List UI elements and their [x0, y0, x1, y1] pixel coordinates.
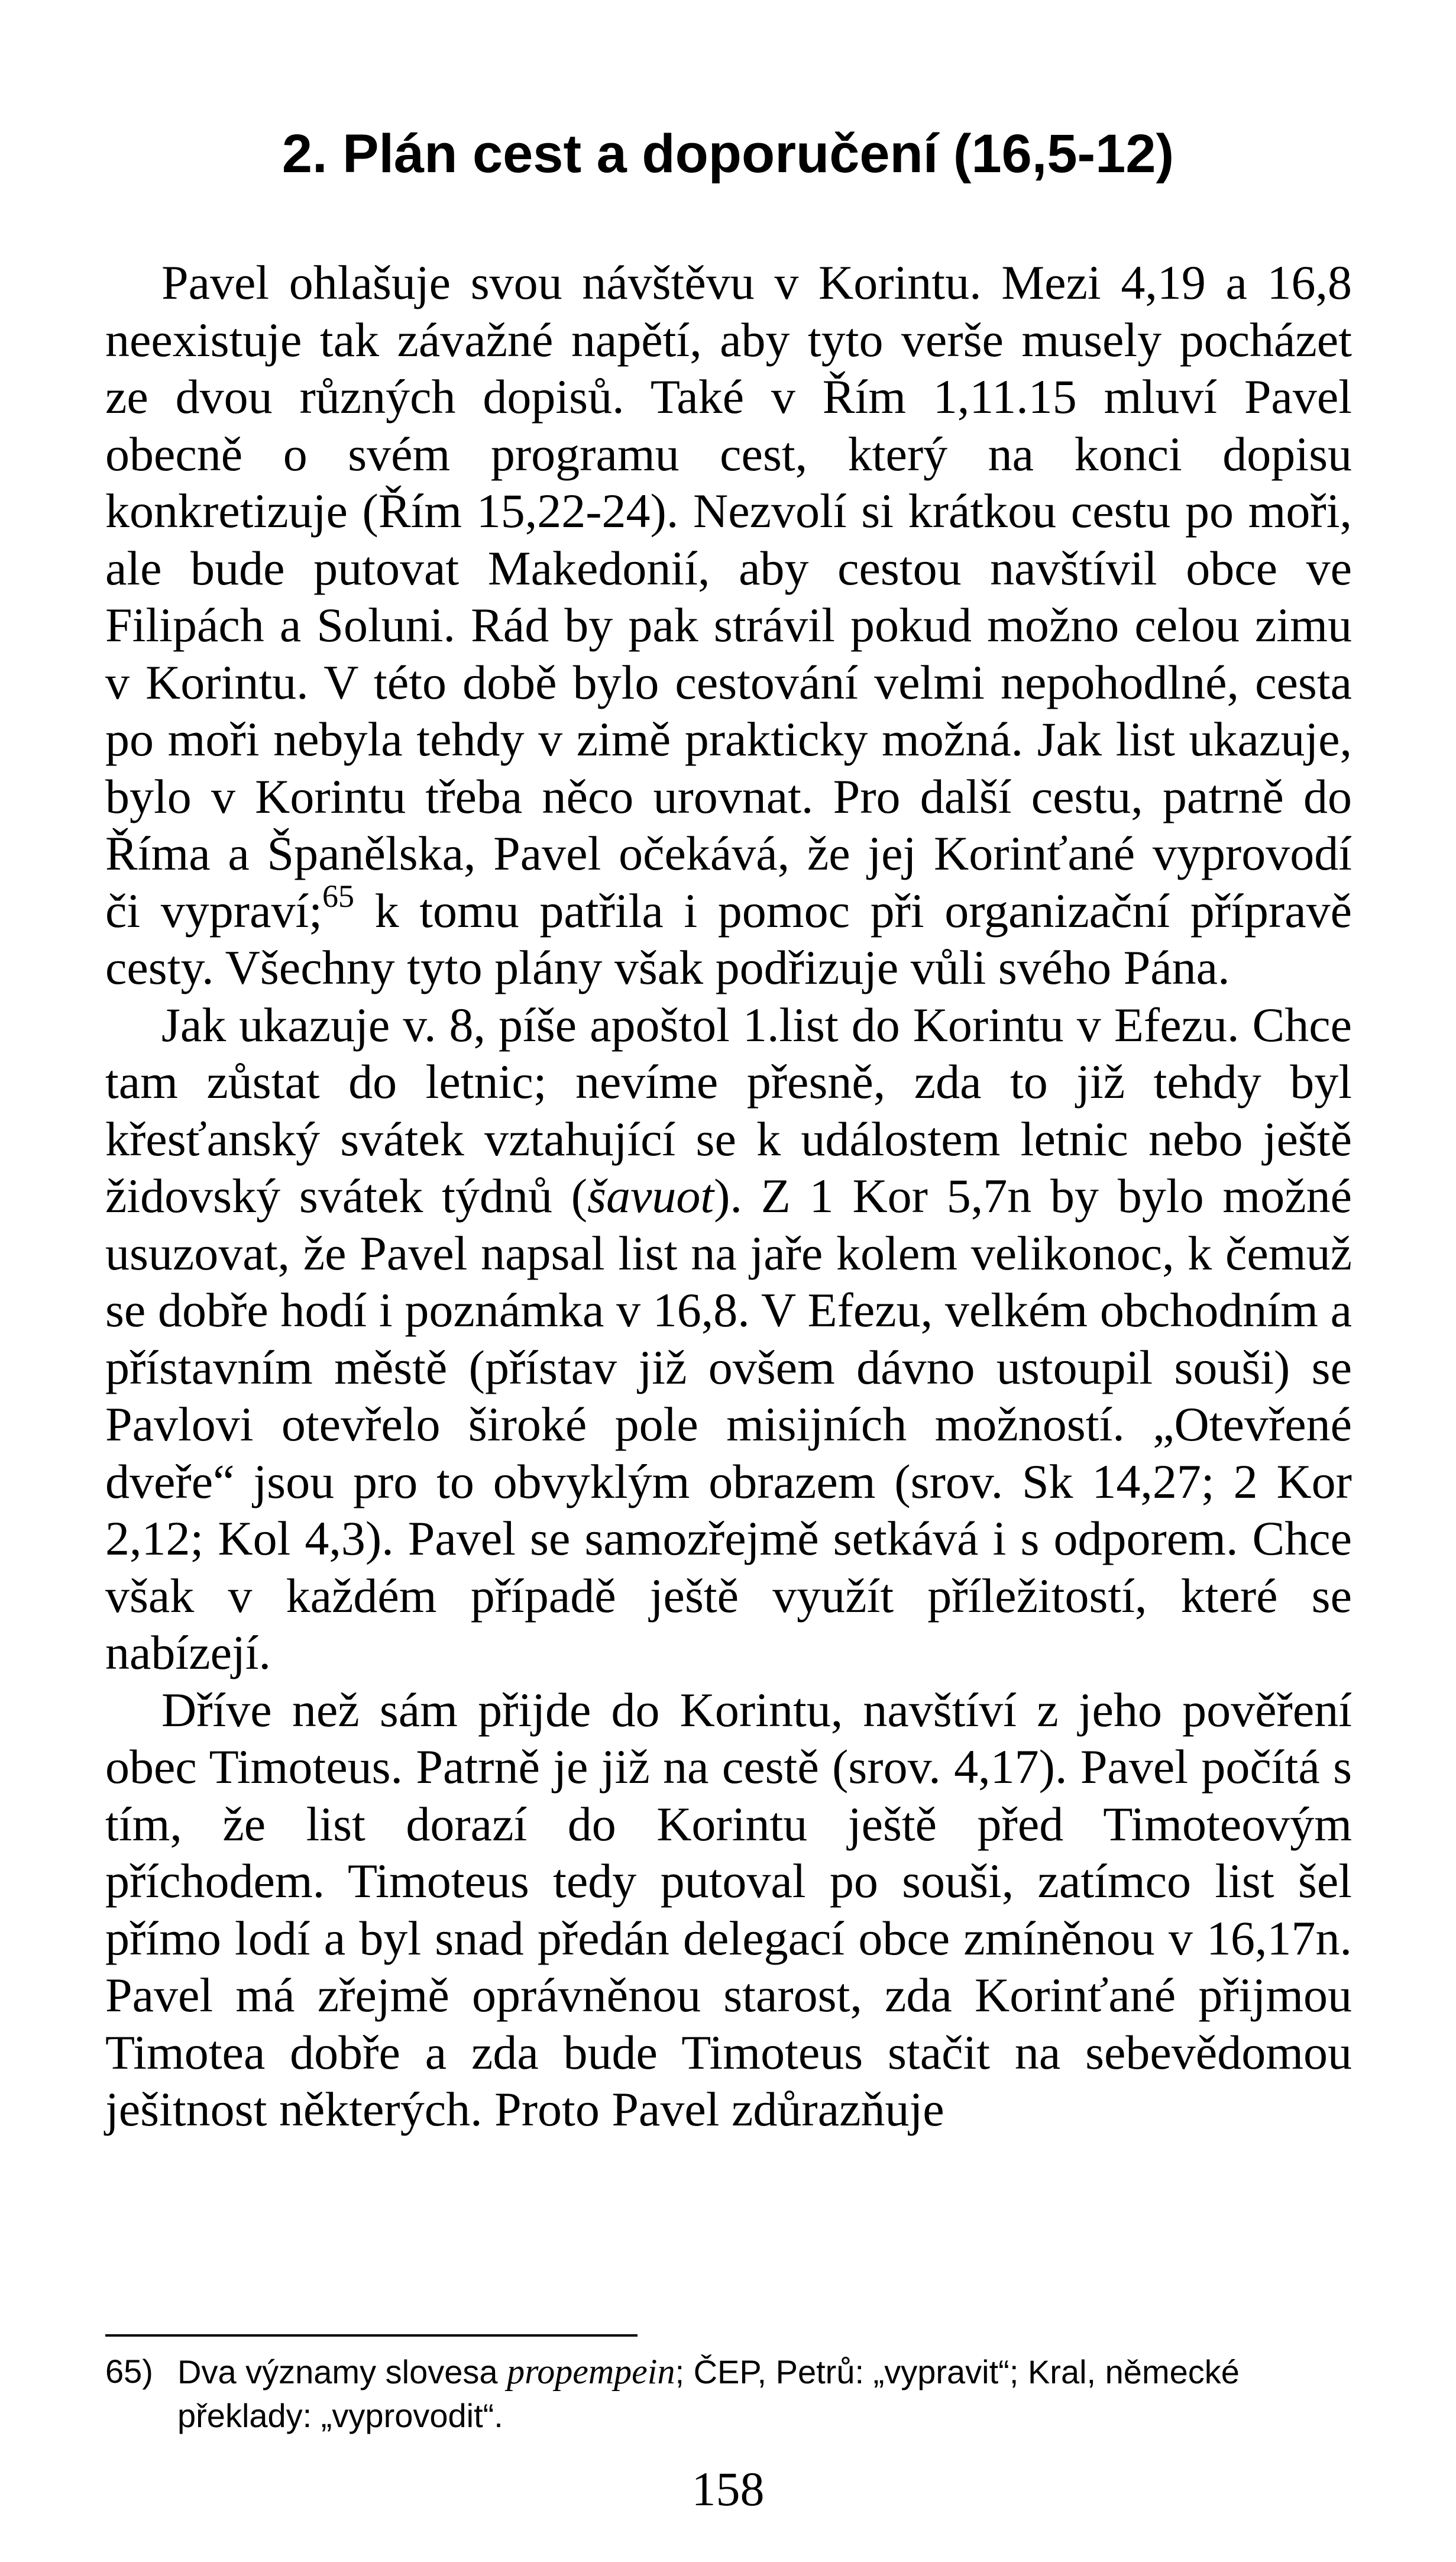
paragraph-1-text-end: k tomu patřila i pomoc při organizační přípravě cesty. Všechny tyto plány však podřizuje vůli svého Pána.	[105, 883, 1352, 994]
paragraph-2	[105, 997, 1352, 1682]
footnote-number: 65)	[105, 2353, 153, 2390]
footnote-divider	[105, 2334, 638, 2337]
footnote-row	[105, 2350, 1352, 2438]
footnote-italic-term: propempein	[507, 2352, 675, 2391]
paragraph-3	[105, 1682, 1352, 2138]
paragraph-2-text: Jak ukazuje v. 8, píše apoštol 1.list do Korintu v Efezu. Chce tam zůstat do letnic; nevíme přesně, zda to již tehdy byl křesťanský svátek vztahující se k událostem letnic nebo ještě židovský svátek týdnů (	[105, 997, 1352, 1223]
footnote-reference: 65	[322, 878, 355, 914]
footnote-text-start: Dva významy slovesa	[177, 2353, 507, 2390]
footnote-text-end: ; ČEP, Petrů: „vypravit“; Kral, německé překlady: „vyprovodit“.	[177, 2353, 1240, 2434]
footnote-text	[177, 2350, 1352, 2438]
paragraph-1	[105, 254, 1352, 997]
section-heading: 2. Plán cest a doporučení (16,5-12)	[282, 124, 1174, 184]
paragraph-3-text: Dříve než sám přijde do Korintu, navštíví z jeho pověření obec Timoteus. Patrně je již na cestě (srov. 4,17). Pavel počítá s tím, že list dorazí do Korintu ještě před Timoteovým příchodem. Timoteus tedy putoval po souši, zatímco list šel přímo lodí a byl snad předán delegací obce zmíněnou v 16,17n. Pavel má zřejmě oprávněnou starost, zda Korinťané přijmou Timotea dobře a zda bude Timoteus stačit na sebevědomou ješitnost některých. Proto Pavel zdůrazňuje	[105, 1682, 1352, 2136]
italic-term: šavuot	[587, 1169, 714, 1223]
paragraph-1-text: Pavel ohlašuje svou návštěvu v Korintu. Mezi 4,19 a 16,8 neexistuje tak závažné napětí, aby tyto verše musely pocházet ze dvou různých dopisů. Také v Řím 1,11.15 mluví Pavel obecně o svém programu cest, který na konci dopisu konkretizuje (Řím 15,22-24). Nezvolí si krátkou cestu po moři, ale bude putovat Makedonií, aby cestou navštívil obce ve Filipách a Soluni. Rád by pak strávil pokud možno celou zimu v Korintu. V této době bylo cestování velmi nepohodlné, cesta po moři nebyla tehdy v zimě prakticky možná. Jak list ukazuje, bylo v Korintu třeba něco urovnat. Pro další cestu, patrně do Říma a Španělska, Pavel očekává, že jej Korinťané vyprovodí či vypraví;	[105, 256, 1352, 938]
page-number: 158	[691, 2462, 765, 2516]
footnote	[105, 2350, 1352, 2438]
paragraph-2-text-end: ). Z 1 Kor 5,7n by bylo možné usuzovat, že Pavel napsal list na jaře kolem velikonoc, k čemuž se dobře hodí i poznámka v 16,8. V Efezu, velkém obchodním a přístavním městě (přístav již ovšem dávno ustoupil souši) se Pavlovi otevřelo široké pole misijních možností. „Otevřené dveře“ jsou pro to obvyklým obrazem (srov. Sk 14,27; 2 Kor 2,12; Kol 4,3). Pavel se samozřejmě setkává i s odporem. Chce však v každém případě ještě využít příležitostí, které se nabízejí.	[105, 1169, 1352, 1679]
body-text	[105, 254, 1352, 2138]
